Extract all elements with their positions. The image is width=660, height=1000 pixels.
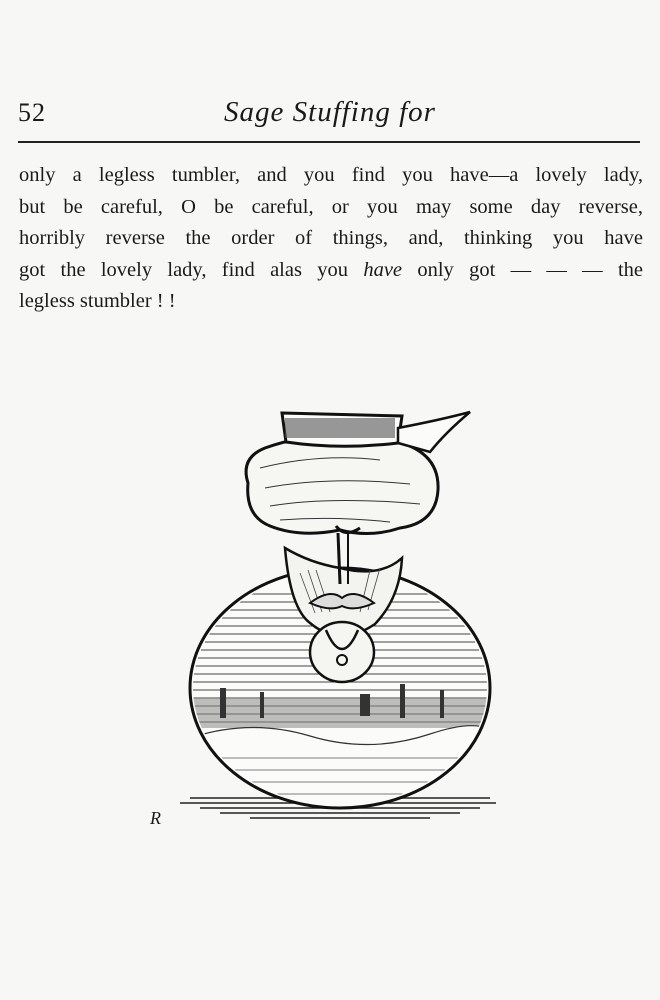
- header-rule: [18, 141, 640, 143]
- topsy-turvy-illustration: [140, 398, 520, 838]
- text-line-4-start: got the lovely lady, find alas you: [19, 258, 349, 281]
- page-number: 52: [18, 98, 46, 127]
- body-paragraph: [19, 160, 643, 318]
- running-title: Sage Stuffing for: [224, 96, 436, 128]
- text-line-3: horribly reverse the order of things, and, thinking you have: [19, 227, 643, 249]
- artist-signature: R: [150, 808, 161, 828]
- text-line-4-end: only got — — — the: [417, 258, 644, 281]
- chin-circle: [310, 622, 374, 682]
- text-line-5: legless stumbler ! !: [19, 290, 176, 312]
- italic-have: have: [363, 258, 403, 281]
- text-line-4: [19, 255, 643, 287]
- spout: [398, 412, 470, 452]
- text-line-1: only a legless tumbler, and you find you have—a lovely lady,: [19, 164, 643, 186]
- text-line-2: but be careful, O be careful, or you may some day reverse,: [19, 195, 643, 218]
